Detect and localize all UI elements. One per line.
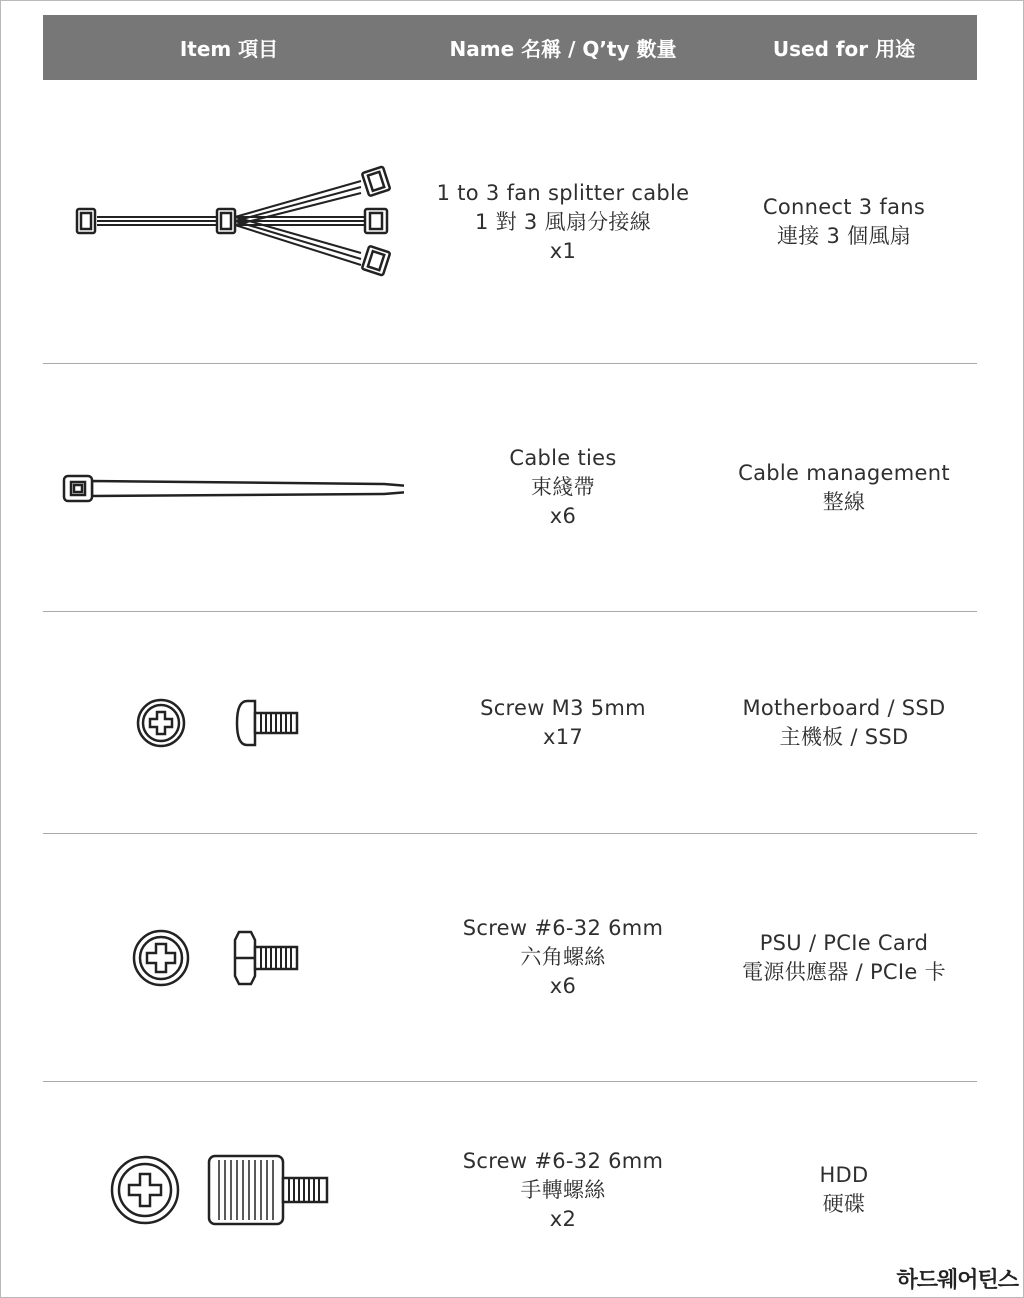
name-line: Screw #6-32 6mm bbox=[462, 1148, 664, 1173]
table-row bbox=[43, 364, 977, 612]
used-for-cell bbox=[711, 1161, 977, 1219]
name-qty-cell bbox=[415, 444, 711, 531]
table-row bbox=[43, 612, 977, 834]
watermark: 하드웨어틴스 bbox=[896, 1268, 1018, 1293]
item-cell bbox=[43, 364, 415, 611]
use-line: 主機板 / SSD bbox=[779, 724, 909, 749]
name-qty-cell bbox=[415, 179, 711, 266]
header-used-for: Used for 用途 bbox=[772, 37, 916, 61]
use-line: Connect 3 fans bbox=[762, 195, 926, 219]
name-line: Screw #6-32 6mm bbox=[462, 916, 664, 940]
item-cell bbox=[43, 612, 415, 833]
use-line: PSU / PCIe Card bbox=[759, 930, 929, 955]
name-qty-cell bbox=[415, 1147, 711, 1234]
quantity: x2 bbox=[549, 1206, 577, 1231]
item-cell bbox=[43, 1082, 415, 1298]
quantity: x1 bbox=[549, 238, 577, 263]
table-row bbox=[43, 834, 977, 1082]
name-line: Cable ties bbox=[509, 446, 617, 470]
screw-m3-icon bbox=[129, 693, 329, 753]
use-line: 電源供應器 / PCIe 卡 bbox=[742, 959, 946, 984]
name-qty-cell bbox=[415, 914, 711, 1001]
quantity: x17 bbox=[542, 724, 584, 749]
table-header bbox=[43, 15, 977, 80]
use-line: HDD bbox=[819, 1163, 869, 1187]
used-for-cell bbox=[711, 694, 977, 752]
fan-splitter-cable-icon bbox=[59, 157, 399, 287]
use-line: Motherboard / SSD bbox=[742, 695, 946, 720]
cable-tie-icon bbox=[54, 468, 404, 508]
item-cell bbox=[43, 81, 415, 363]
item-cell bbox=[43, 834, 415, 1081]
name-line: Screw M3 5mm bbox=[480, 695, 646, 720]
name-line: 手轉螺絲 bbox=[520, 1177, 606, 1202]
hex-screw-icon bbox=[129, 926, 329, 990]
use-line: 連接 3 個風扇 bbox=[776, 224, 912, 248]
use-line: 整線 bbox=[822, 489, 866, 514]
thumb-screw-icon bbox=[109, 1148, 349, 1232]
used-for-cell bbox=[711, 193, 977, 251]
name-qty-cell bbox=[415, 694, 711, 752]
used-for-cell bbox=[711, 929, 977, 987]
used-for-cell bbox=[711, 459, 977, 517]
name-line: 1 to 3 fan splitter cable bbox=[436, 180, 690, 205]
name-line: 六角螺絲 bbox=[520, 945, 606, 969]
table-row bbox=[43, 81, 977, 364]
use-line: Cable management bbox=[738, 460, 950, 485]
table-row bbox=[43, 1082, 977, 1298]
name-line: 束綫帶 bbox=[531, 475, 595, 499]
use-line: 硬碟 bbox=[822, 1192, 866, 1216]
name-line: 1 對 3 風扇分接線 bbox=[474, 209, 652, 234]
header-name-qty: Name 名稱 / Q’ty 數量 bbox=[449, 37, 677, 61]
header-item: Item 項目 bbox=[179, 37, 279, 61]
quantity: x6 bbox=[549, 504, 577, 528]
quantity: x6 bbox=[549, 974, 577, 998]
